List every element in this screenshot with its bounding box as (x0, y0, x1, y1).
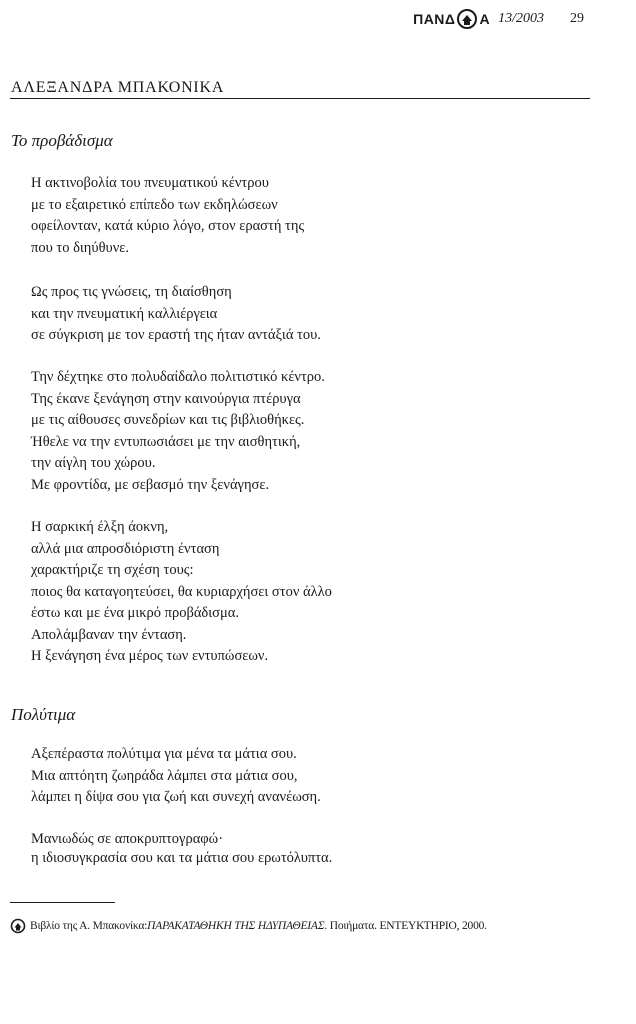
pandora-logo-icon (456, 8, 478, 30)
poem-line: την αίγλη του χώρου. (31, 455, 156, 471)
poem-line: λάμπει η δίψα σου για ζωή και συνεχή ανανέωση. (31, 789, 321, 805)
issue-number: 13/2003 (498, 11, 544, 26)
poem-line: που το διηύθυνε. (31, 239, 129, 256)
poem-line: Με φροντίδα, με σεβασμό την ξενάγησε. (31, 476, 270, 493)
footnote-rule (10, 902, 115, 903)
footnote (10, 918, 487, 934)
poem-line: Μανιωδώς σε αποκρυπτογραφώ· (31, 831, 224, 847)
running-header (413, 8, 584, 30)
poem-stanza (31, 517, 332, 668)
poem-line: Μια απτόητη ζωηράδα λάμπει στα μάτια σου, (31, 767, 298, 784)
poem-line: Την δέχτηκε στο πολυδαίδαλο πολιτιστικό κέντρο. (31, 369, 325, 385)
poem-line: σε σύγκριση με τον εραστή της ήταν αντάξιά του. (31, 327, 321, 343)
header-rule (10, 98, 590, 99)
poem-line: με το εξαιρετικό επίπεδο των εκδηλώσεων (31, 196, 278, 213)
poem-line: οφείλονταν, κατά κύριο λόγο, στον εραστή της (31, 218, 305, 234)
poem-line: Απολάμβαναν την ένταση. (31, 626, 187, 643)
poem-line: Ως προς τις γνώσεις, τη διαίσθηση (31, 284, 232, 300)
poem-line: χαρακτήριζε τη σχέση τους: (31, 562, 194, 578)
journal-name-left: ΠΑΝΔ (413, 11, 456, 27)
poem-line: Της έκανε ξενάγηση στην καινούργια πτέρυγα (31, 390, 301, 407)
poem-stanza (31, 282, 321, 347)
poem-line: αλλά μια απροσδιόριστη ένταση (31, 540, 220, 557)
poem-title: Το προβάδισμα (11, 131, 113, 150)
poem-line: Η σαρκική έλξη άοκνη, (31, 519, 169, 535)
page-number: 29 (570, 11, 584, 26)
author-name: ΑΛΕΞΑΝΔΡΑ ΜΠΑΚΟΝΙΚΑ (11, 79, 225, 96)
poem-line: με τις αίθουσες συνεδρίων και τις βιβλιοθήκες. (31, 412, 305, 428)
poem-line: Ήθελε να την εντυπωσιάσει με την αισθητική, (31, 433, 301, 450)
poem-line: Η ακτινοβολία του πνευματικού κέντρου (31, 175, 269, 191)
poem-line: η ιδιοσυγκρασία σου και τα μάτια σου ερωτόλυπτα. (31, 850, 333, 866)
poem-line: Η ξενάγηση ένα μέρος των εντυπώσεων. (31, 648, 269, 664)
footnote-suffix: . Ποιήματα. ΕΝΤΕΥΚΤΗΡΙΟ, 2000. (324, 920, 487, 932)
poem-stanza (31, 173, 304, 259)
poem-line: Αξεπέραστα πολύτιμα για μένα τα μάτια σου. (31, 746, 297, 762)
poem-line: έστω και με ένα μικρό προβάδισμα. (31, 605, 239, 621)
poem-line: και την πνευματική καλλιέργεια (31, 305, 218, 322)
footnote-prefix: Βιβλίο της Α. Μπακονίκα: (30, 920, 148, 932)
pandora-logo-icon (10, 918, 26, 934)
footnote-book-title: ΠΑΡΑΚΑΤΑΘΗΚΗ ΤΗΣ ΗΔΥΠΑΘΕΙΑΣ (147, 920, 325, 932)
poem-stanza (31, 744, 321, 809)
poem-line: ποιος θα καταγοητεύσει, θα κυριαρχήσει στον άλλο (31, 583, 332, 600)
poem-stanza (31, 367, 325, 496)
poem-stanza (31, 830, 332, 868)
journal-name-right: Α (479, 11, 491, 27)
poem-title: Πολύτιμα (11, 705, 76, 724)
